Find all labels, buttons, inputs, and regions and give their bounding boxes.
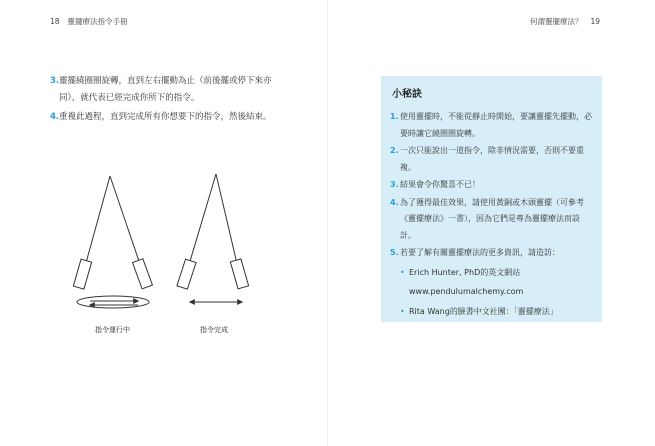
tips-title: 小秘訣 [392, 89, 422, 100]
instruction-steps [50, 73, 290, 128]
pendulum-string-right [110, 176, 142, 270]
pendulum-weight-right [230, 259, 248, 289]
tip-text: 若要了解有關靈擺療法的更多資訊，請造訪： [400, 248, 560, 257]
resource-url: www.pendulumalchemy.com [409, 287, 524, 296]
tip-text: 結果會令你驚喜不已！ [400, 180, 480, 189]
resource-item [400, 302, 593, 322]
resource-text: Erich Hunter, PhD的英文網站 [409, 267, 521, 277]
step-3 [50, 73, 290, 107]
right-header-title: 何謂靈擺療法？ [529, 17, 583, 26]
tip-number: 4. [390, 197, 399, 207]
pendulum-weight-left [73, 259, 91, 289]
resource-item [400, 282, 593, 302]
pendulum-string-right [216, 174, 238, 268]
tip-text: 使用靈擺時，不能從靜止時開始，要讓靈擺先擺動，必要時讓它繞圈圈旋轉。 [400, 112, 592, 138]
tip-item [390, 177, 593, 194]
pendulum-complete-illustration [177, 174, 249, 302]
step-text: 靈擺繞圈圈旋轉，直到左右擺動為止（前後擺或停下來亦同），就代表已經完成你所下的指令。 [59, 76, 272, 103]
tip-item [390, 143, 593, 176]
tip-item [390, 245, 593, 262]
step-4 [50, 109, 290, 126]
left-running-header [50, 16, 128, 27]
left-header-title: 靈擺療法指令手冊 [67, 17, 128, 26]
rotation-ellipse [77, 296, 149, 308]
resource-links [400, 263, 593, 322]
step-text: 重複此過程，直到完成所有你想要下的指令，然後結束。 [59, 112, 272, 122]
caption-command-running: 指令運行中 [95, 326, 130, 334]
pendulum-diagram [60, 170, 270, 340]
tip-text: 為了獲得最佳效果，請使用黃銅或木頭靈擺（可參考《靈擺療法》一書），因為它們是專為靈擺療法而設計。 [400, 197, 584, 240]
resource-item [400, 263, 593, 283]
right-running-header [530, 16, 600, 27]
tip-item [390, 109, 593, 142]
step-number: 4. [50, 112, 60, 122]
page-gutter [327, 0, 328, 446]
bullet: • [400, 267, 405, 277]
tips-box [381, 76, 602, 322]
tip-number: 5. [390, 248, 399, 257]
step-number: 3. [50, 76, 60, 86]
right-page-number: 19 [590, 17, 600, 26]
pendulum-rotating-illustration [73, 176, 152, 308]
tip-item [390, 195, 593, 245]
resource-text: Rita Wang的臉書中文社團：「靈擺療法」 [409, 306, 558, 316]
bullet [400, 282, 409, 302]
tip-number: 2. [390, 146, 399, 155]
bullet: • [400, 306, 405, 316]
caption-command-complete: 指令完成 [200, 326, 228, 334]
tip-number: 1. [390, 112, 399, 121]
pendulum-string-left [84, 176, 110, 270]
left-page-number: 18 [50, 17, 60, 26]
tip-number: 3. [390, 180, 399, 189]
pendulum-weight-left [177, 259, 196, 289]
pendulum-weight-right [133, 259, 153, 289]
tip-text: 一次只能說出一道指令，除非情況需要，否則不要重複。 [400, 146, 584, 172]
pendulum-string-left [188, 174, 216, 268]
